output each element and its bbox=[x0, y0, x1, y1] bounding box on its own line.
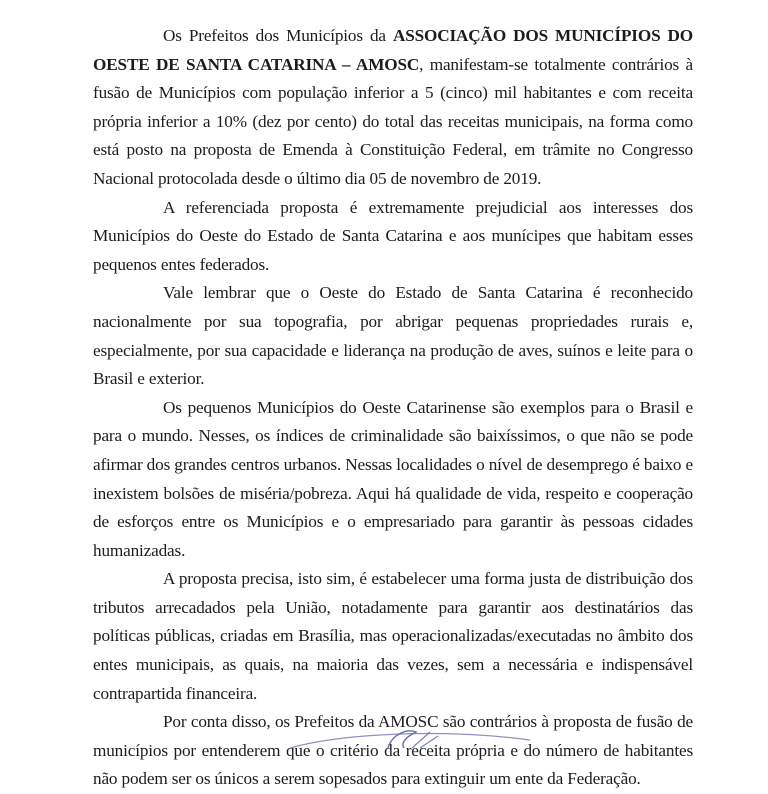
signature-scribble bbox=[280, 726, 540, 750]
paragraph-oeste-recognition: Vale lembrar que o Oeste do Estado de Santa Catarina é reconhecido nacionalmente por sua topografia, por abrigar pequenas propriedades rurais e, especialmente, por sua capacidade e liderança na produção de aves, suínos e leite para o Brasil e exterior. bbox=[93, 283, 693, 389]
paragraph-amosc-position bbox=[93, 22, 693, 194]
paragraph-intro: Os Prefeitos dos Municípios da bbox=[163, 26, 393, 45]
association-name: ASSOCIAÇÃO DOS MUNICÍPIOS DO OESTE DE SANTA CATARINA – AMOSC bbox=[93, 26, 694, 74]
paragraph-prejudicial: A referenciada proposta é extremamente prejudicial aos interesses dos Municípios do Oeste do Estado de Santa Catarina e aos munícipes que habitam esses pequenos entes federados. bbox=[93, 197, 693, 274]
document-body bbox=[93, 22, 693, 794]
paragraph-small-municipalities: Os pequenos Municípios do Oeste Catarinense são exemplos para o Brasil e para o mundo. Nesses, os índices de criminalidade são baixíssimos, o que não se pode afirmar dos grandes centros urbanos. Nessas localidades o nível de desemprego é baixo e inexistem bolsões de miséria/pobreza. Aqui há qualidade de vida, respeito e cooperação de esforços entre os Municípios e o empresariado para garantir às pessoas cidades humanizadas. bbox=[93, 397, 693, 560]
paragraph-rest: , manifestam-se totalmente contrários à fusão de Municípios com população inferior a 5 (cinco) mil habitantes e com receita própria inferior a 10% (dez por cento) do total das receitas municipais, na forma como está posto na proposta de Emenda à Constituição Federal, em trâmite no Congresso Nacional protocolada desde o último dia 05 de novembro de 2019. bbox=[93, 54, 693, 188]
paragraph-conclusion: Por conta disso, os Prefeitos da AMOSC são contrários à proposta de fusão de municípios por entenderem que o critério da receita própria e do número de habitantes não podem ser os únicos a serem sopesados para extinguir um ente da Federação. bbox=[93, 712, 693, 789]
signature-stroke-slash bbox=[412, 732, 438, 748]
paragraph-fair-distribution: A proposta precisa, isto sim, é estabelecer uma forma justa de distribuição dos tributos arrecadados pela União, notadamente para garantir aos destinatários das políticas públicas, criadas em Brasília, mas operacionalizadas/executadas no âmbito dos entes municipais, as quais, na maioria das vezes, sem a necessária e indispensável contrapartida financeira. bbox=[93, 569, 693, 703]
